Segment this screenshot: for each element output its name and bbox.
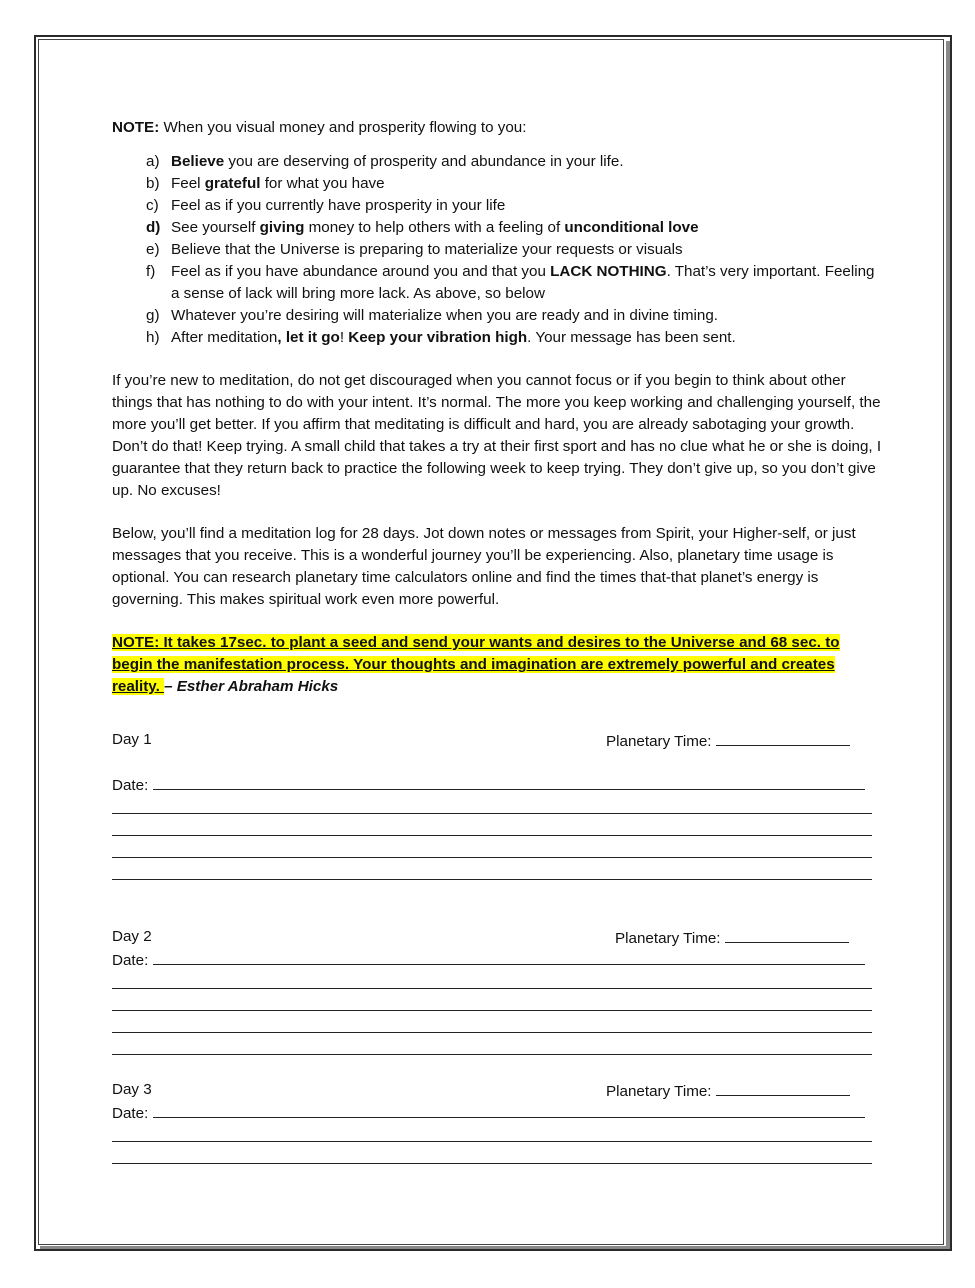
list-item [146,173,882,195]
date-label: Date: [112,1105,149,1122]
list-item-text: ! [339,329,349,346]
list-item-emphasis: , let it go [277,329,340,346]
day-1-date [112,775,865,794]
day-2-note-line[interactable] [112,1054,872,1055]
list-item [146,217,882,239]
day-3-label: Day 3 [112,1081,152,1098]
quote-block [112,632,882,698]
planetary-time-field[interactable] [725,928,849,943]
planetary-time-label: Planetary Time: [606,733,712,750]
quote-attribution: – Esther Abraham Hicks [164,678,339,695]
list-item-text: Feel as if you have abundance around you and that you [171,263,551,280]
list-item-letter: h) [146,329,160,346]
list-item [146,327,882,349]
list-item-text: . Your message has been sent. [527,329,736,346]
list-item-text: Whatever you’re desiring will materialize when you are ready and in divine timing. [171,307,719,324]
list-item-letter: e) [146,241,160,258]
day-1-label: Day 1 [112,731,152,748]
day-3-note-line[interactable] [112,1141,872,1142]
day-2-planetary-time [615,928,849,947]
list-item-letter: c) [146,197,159,214]
day-2-date [112,950,865,969]
day-1-note-line[interactable] [112,835,872,836]
list-item-letter: g) [146,307,160,324]
day-2-note-line[interactable] [112,1010,872,1011]
date-field[interactable] [153,950,865,965]
list-item-text: for what you have [260,175,385,192]
planetary-time-field[interactable] [716,1081,850,1096]
day-2-note-line[interactable] [112,1032,872,1033]
day-3-note-line[interactable] [112,1163,872,1164]
list-item-emphasis: unconditional love [564,219,699,236]
list-item [146,261,882,305]
note-text: When you visual money and prosperity flowing to you: [159,119,527,136]
date-label: Date: [112,777,149,794]
highlighted-note: NOTE: It takes 17sec. to plant a seed and send your wants and desires to the Universe and 68 sec. to begin the manifestation process. Your thoughts and imagination are extremely powerful and creates reality. [112,634,840,695]
list-item [146,151,882,173]
list-item-text: See yourself [171,219,260,236]
log-intro-paragraph: Below, you’ll find a meditation log for 28 days. Jot down notes or messages from Spirit, your Higher-self, or just messages that you receive. This is a wonderful journey you’ll be experiencing. Also, planetary time usage is optional. You can research planetary time calculators online and find the times that-that planet’s energy is governing. This makes spiritual work even more powerful. [112,525,856,608]
planetary-time-label: Planetary Time: [615,930,721,947]
date-label: Date: [112,952,149,969]
day-3-date [112,1103,865,1122]
day-1-note-line[interactable] [112,857,872,858]
document-body [112,117,882,698]
list-item-text: money to help others with a feeling of [304,219,565,236]
list-item [146,305,882,327]
day-1-note-line[interactable] [112,813,872,814]
list-item-text: Believe that the Universe is preparing to materialize your requests or visuals [171,241,683,258]
day-2-note-line[interactable] [112,988,872,989]
list-item-text: After meditation [171,329,278,346]
date-field[interactable] [153,1103,865,1118]
planetary-time-label: Planetary Time: [606,1083,712,1100]
list-item [146,195,882,217]
list-item-text: Feel [171,175,205,192]
meditation-paragraph: If you’re new to meditation, do not get discouraged when you cannot focus or if you begin to think about other things that has nothing to do with your intent. It’s normal. The more you keep working and challenging yourself, the more you’ll get better. If you affirm that meditating is difficult and hard, you are already sabotaging your growth. Don’t do that! Keep trying. A small child that takes a try at their first sport and has no clue what he or she is doing, I guarantee that they return back to practice the following week to keep trying. They don’t give up, so you don’t give up. No excuses! [112,372,882,499]
day-1-note-line[interactable] [112,879,872,880]
date-field[interactable] [153,775,865,790]
list-item-emphasis: grateful [204,175,261,192]
list-item-emphasis: LACK NOTHING [550,263,667,280]
list-item-text: you are deserving of prosperity and abundance in your life. [224,153,624,170]
list-item-emphasis: Believe [171,153,225,170]
day-3-planetary-time [606,1081,850,1100]
list-item-letter: d) [146,219,161,236]
note-intro [112,117,882,139]
day-1-planetary-time [606,731,850,750]
list-item-text: Feel as if you currently have prosperity in your life [171,197,506,214]
list-item-text: . That’s very important. Feeling a sense of lack will bring more lack. As above, so below [171,263,875,302]
list-item-emphasis: giving [259,219,305,236]
list-item-letter: b) [146,175,160,192]
day-2-label: Day 2 [112,928,152,945]
note-label: NOTE: [112,119,160,136]
planetary-time-field[interactable] [716,731,850,746]
list-item-letter: f) [146,263,156,280]
affirmation-list [112,151,882,349]
list-item-emphasis: Keep your vibration high [348,329,528,346]
list-item [146,239,882,261]
list-item-letter: a) [146,153,160,170]
